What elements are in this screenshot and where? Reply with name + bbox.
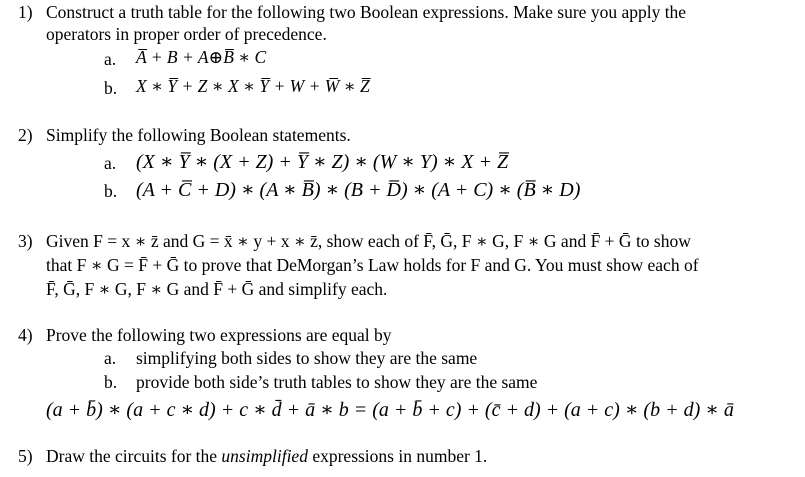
q4-equation: (a + b̄) ∗ (a + c ∗ d) + c ∗ d̄ + ā ∗ b = (a + b̄ + c) + (c̄ + d) + (a + c) ∗ (b + d) ∗ ā	[46, 399, 734, 421]
q2-text-line1: Simplify the following Boolean statements.	[46, 125, 351, 145]
q4-item-a-label: a.	[104, 348, 117, 368]
q4-item-b-label: b.	[104, 372, 118, 392]
q5-text-italic: unsimplified	[221, 446, 308, 466]
q1-text-line2: operators in proper order of precedence.	[46, 24, 327, 44]
q2-number: 2)	[18, 125, 33, 145]
q1-number: 1)	[18, 2, 33, 22]
q4-text-line1: Prove the following two expressions are equal by	[46, 325, 392, 345]
q3-text-line2: that F ∗ G = F̄ + Ḡ to prove that DeMorgan’s Law holds for F and G. You must show each of	[46, 255, 699, 275]
q3-number: 3)	[18, 231, 33, 251]
q3-text-line3: F̄, Ḡ, F ∗ G, F ∗ G and F̄ + Ḡ and simplify each.	[46, 279, 388, 299]
q2-item-b-label: b.	[104, 181, 118, 201]
q4-number: 4)	[18, 325, 33, 345]
q5-text-before: Draw the circuits for the	[46, 446, 218, 466]
q2-item-b-expr: (A + C̅ + D) ∗ (A ∗ B̅) ∗ (B + D̅) ∗ (A + C) ∗ (B̅ ∗ D)	[136, 179, 581, 201]
q2-item-a-label: a.	[104, 153, 117, 173]
q4-item-a-text: simplifying both sides to show they are the same	[136, 348, 478, 368]
q5-number: 5)	[18, 446, 33, 466]
q1-item-a-expr: A̅ + B + A⊕B̅ ∗ C	[136, 47, 267, 67]
q1-item-b-expr: X ∗ Y̅ + Z ∗ X ∗ Y̅ + W + W̅ ∗ Z̅	[136, 76, 370, 96]
q4-item-b-text: provide both side’s truth tables to show they are the same	[136, 372, 538, 392]
q1-item-b-label: b.	[104, 78, 118, 98]
q5-text-after: expressions in number 1.	[312, 446, 488, 466]
q2-item-a-expr: (X ∗ Y̅ ∗ (X + Z) + Y̅ ∗ Z) ∗ (W ∗ Y) ∗ X + Z̅	[136, 151, 509, 173]
q1-text-line1: Construct a truth table for the following two Boolean expressions. Make sure you apply the	[46, 2, 687, 22]
q1-item-a-label: a.	[104, 49, 117, 69]
q5-text	[46, 448, 487, 466]
q3-text-line1: Given F = x ∗ z̄ and G = x̄ ∗ y + x ∗ z̄, show each of F̄, Ḡ, F ∗ G, F ∗ G and F̄ + Ḡ to show	[46, 231, 691, 251]
